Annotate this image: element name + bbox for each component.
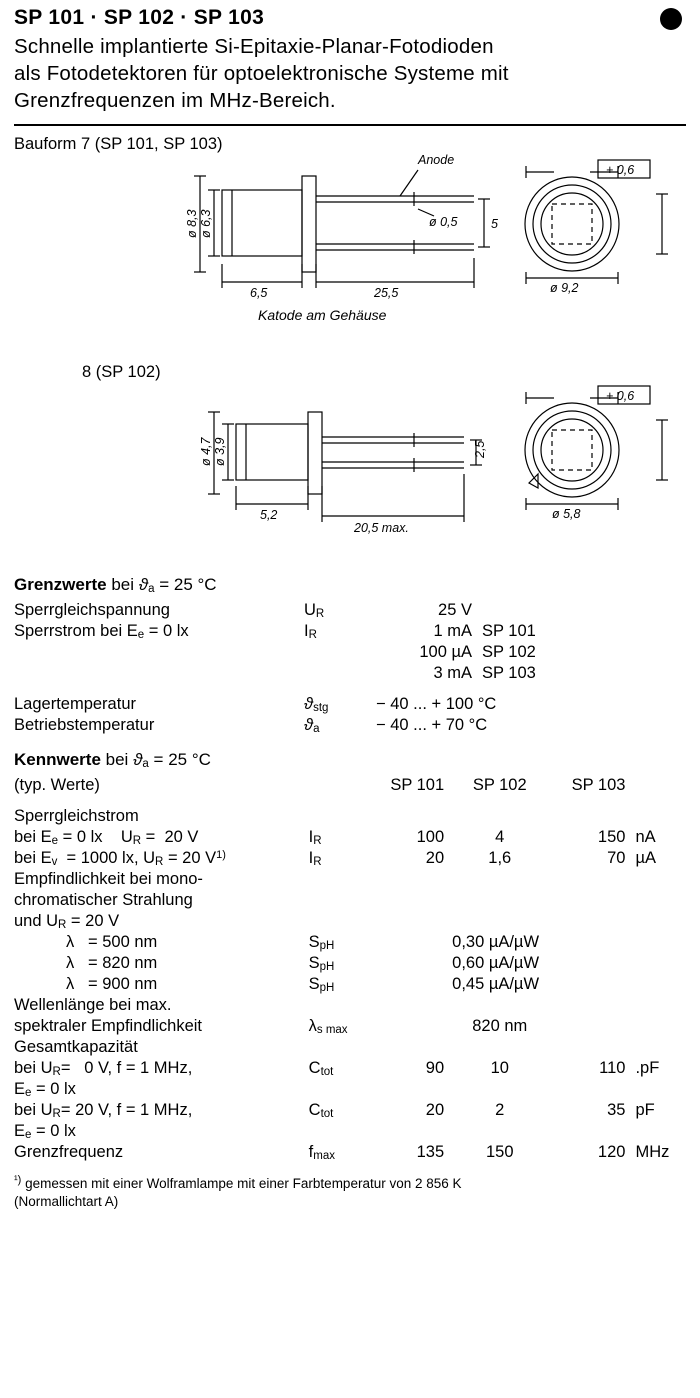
table-row	[14, 827, 686, 848]
table-row	[14, 1142, 686, 1163]
characteristics-header-row	[14, 775, 686, 796]
row-unit-grenzfrequenz: MHz	[635, 1143, 670, 1162]
table-row	[14, 953, 686, 974]
characteristics-heading: Kennwerte bei ϑa = 25 °C	[14, 750, 211, 771]
limits-table	[14, 600, 536, 736]
table-row	[14, 974, 686, 995]
row-v1-ctot-20v: 20	[425, 1101, 445, 1120]
limits-heading-bold: Grenzwerte	[14, 575, 107, 595]
spacer	[14, 796, 686, 806]
table-row	[14, 1100, 686, 1121]
row-unit-1: µA	[635, 849, 656, 868]
dim2-lead-length: 20,5 max.	[354, 521, 409, 536]
table-row	[14, 1016, 686, 1037]
row-symbol-grenzfrequenz: fmax	[308, 1143, 335, 1163]
limits-tail-3: SP 103	[482, 664, 536, 683]
anode-label: Anode	[418, 154, 455, 168]
limits-symbol-4: ϑstg	[304, 695, 329, 715]
group-title-empfindlichkeit-2: chromatischer Strahlung	[14, 891, 193, 910]
row-v2-lambda-900: 0,45 µA/µW	[452, 975, 540, 994]
row-unit-ctot-0v: .pF	[635, 1059, 660, 1078]
dim-lead-length: 25,5	[374, 286, 399, 301]
group-title-wellenlaenge-2: spektraler Empfindlichkeit	[14, 1017, 202, 1036]
group-title-gesamtkapazitaet: Gesamtkapazität	[14, 1038, 138, 1057]
table-row	[14, 663, 536, 684]
limits-tail-1: SP 101	[482, 622, 536, 641]
table-row	[14, 932, 686, 953]
row-symbol-lambda-900: SpH	[308, 975, 335, 995]
limits-symbol-1: IR	[304, 622, 317, 642]
table-row	[14, 1079, 686, 1100]
group-title-empfindlichkeit-1: Empfindlichkeit bei mono-	[14, 870, 203, 889]
drawing-1-caption: Bauform 7 (SP 101, SP 103)	[14, 135, 223, 154]
limits-label-5: Betriebstemperatur	[14, 716, 155, 735]
row-v2-1: 1,6	[488, 849, 512, 868]
row-label-ee-0lx-a: Ee = 0 lx	[14, 1080, 76, 1100]
limits-label-0: Sperrgleichspannung	[14, 601, 170, 620]
footnote-mark: ¹)	[14, 1174, 22, 1187]
header-subtitle	[14, 33, 686, 114]
drawing-2-caption: 8 (SP 102)	[82, 363, 161, 382]
row-label-ee-0lx-b: Ee = 0 lx	[14, 1122, 76, 1142]
table-row	[14, 995, 686, 1016]
limits-tail-2: SP 102	[482, 643, 536, 662]
dim-footprint-diameter: ø 9,2	[550, 281, 579, 296]
limits-symbol-5: ϑa	[304, 716, 320, 736]
row-v3-ctot-0v: 110	[599, 1059, 626, 1078]
dim-body-length: 6,5	[250, 286, 268, 301]
dim-tolerance: + 0,6	[606, 163, 635, 178]
table-row	[14, 694, 536, 715]
drawing-1	[14, 154, 686, 354]
characteristics-heading-bold: Kennwerte	[14, 750, 101, 770]
limits-label-4: Lagertemperatur	[14, 695, 136, 714]
footnote-line-2: (Normallichtart A)	[14, 1193, 119, 1209]
cathode-note: Katode am Gehäuse	[258, 307, 387, 324]
row-v2-0: 4	[495, 828, 505, 847]
row-symbol-0: IR	[308, 828, 322, 848]
typ-note: (typ. Werte)	[14, 776, 100, 795]
row-v3-ctot-20v: 35	[607, 1101, 626, 1120]
table-row	[14, 911, 686, 932]
row-label-ctot-0v: bei UR= 0 V, f = 1 MHz,	[14, 1059, 193, 1079]
table-row	[14, 1121, 686, 1142]
limits-label-1: Sperrstrom bei Ee = 0 lx	[14, 622, 189, 642]
row-unit-ctot-20v: pF	[635, 1101, 655, 1120]
column-header-sp102: SP 102	[472, 776, 527, 795]
limits-value-3: 3 mA	[433, 664, 472, 683]
row-v2-ctot-20v: 2	[495, 1101, 505, 1120]
row-symbol-lambda-820: SpH	[308, 954, 335, 974]
row-v3-0: 150	[597, 828, 626, 847]
limits-tail-0	[482, 600, 536, 621]
table-row	[14, 848, 686, 869]
row-symbol-lambda-500: SpH	[308, 933, 335, 953]
row-label-lambda-820: λ = 820 nm	[66, 954, 158, 973]
limits-value-0: 25 V	[438, 601, 472, 620]
dim2-tolerance: + 0,6	[606, 389, 635, 404]
column-header-sp103: SP 103	[571, 776, 626, 795]
page-title: SP 101 · SP 102 · SP 103	[14, 6, 265, 29]
dim-lead-diameter: ø 0,5	[429, 215, 458, 230]
filled-circle-icon	[660, 8, 682, 30]
drawing-2-svg	[14, 382, 686, 567]
dim2-lead-pitch: 2,5	[473, 440, 487, 459]
row-v2-lambda-smax: 820 nm	[472, 1017, 528, 1036]
drawing-2	[14, 382, 686, 567]
row-symbol-ctot-20v: Ctot	[308, 1101, 334, 1121]
row-label-grenzfrequenz: Grenzfrequenz	[14, 1143, 124, 1162]
group-title-empfindlichkeit-3: und UR = 20 V	[14, 912, 120, 932]
limits-heading	[14, 575, 686, 595]
row-v1-1: 20	[425, 849, 445, 868]
row-v1-ctot-0v: 90	[425, 1059, 445, 1078]
table-row	[14, 869, 686, 890]
row-v3-grenzfrequenz: 120	[597, 1143, 626, 1162]
dim-inner-diameter: ø 6,3	[199, 209, 213, 239]
header	[14, 6, 686, 30]
characteristics-table	[14, 775, 686, 1163]
table-row	[14, 806, 686, 827]
footnote	[14, 1173, 686, 1210]
dim2-footprint-diameter: ø 5,8	[552, 507, 581, 522]
dim-outer-diameter: ø 8,3	[185, 209, 199, 239]
row-v1-grenzfrequenz: 135	[416, 1143, 445, 1162]
row-symbol-ctot-0v: Ctot	[308, 1059, 334, 1079]
row-label-lambda-500: λ = 500 nm	[66, 933, 158, 952]
row-v3-1: 70	[607, 849, 626, 868]
limits-value-1: 1 mA	[433, 622, 472, 641]
table-row	[14, 642, 536, 663]
row-symbol-lambda-smax: λs max	[308, 1017, 348, 1037]
row-v2-lambda-500: 0,30 µA/µW	[452, 933, 540, 952]
header-divider	[14, 124, 686, 126]
table-row	[14, 621, 536, 642]
spacer	[14, 684, 536, 694]
row-v2-ctot-0v: 10	[490, 1059, 509, 1078]
dim2-body-length: 5,2	[260, 508, 278, 523]
table-row	[14, 1037, 686, 1058]
table-row	[14, 715, 536, 736]
limits-heading-rest: bei ϑa = 25 °C	[106, 575, 217, 596]
limits-symbol-0: UR	[304, 601, 325, 621]
row-label-lambda-900: λ = 900 nm	[66, 975, 158, 994]
row-symbol-1: IR	[308, 849, 322, 869]
subtitle-line-3: Grenzfrequenzen im MHz-Bereich.	[14, 89, 336, 113]
row-label-ctot-20v: bei UR= 20 V, f = 1 MHz,	[14, 1101, 193, 1121]
dim2-outer-diameter: ø 4,7	[199, 437, 213, 467]
row-label-0: bei Ee = 0 lx UR = 20 V	[14, 828, 199, 848]
subtitle-line-1: Schnelle implantierte Si-Epitaxie-Planar-Fotodioden	[14, 35, 494, 58]
row-v1-0: 100	[416, 828, 445, 847]
limits-value-4: − 40 ... + 100 °C	[376, 695, 497, 714]
limits-value-2: 100 µA	[419, 643, 472, 662]
table-row	[14, 1058, 686, 1079]
row-v2-lambda-820: 0,60 µA/µW	[452, 954, 540, 973]
limits-value-5: − 40 ... + 70 °C	[376, 716, 488, 735]
group-title-wellenlaenge-1: Wellenlänge bei max.	[14, 996, 172, 1015]
row-label-1: bei Ev = 1000 lx, UR = 20 $V^{1)}$	[14, 849, 226, 869]
dim2-inner-diameter: ø 3,9	[213, 437, 227, 467]
dim-lead-pitch: 5	[491, 217, 498, 232]
row-v2-grenzfrequenz: 150	[485, 1143, 514, 1162]
group-title-sperrgleichstrom: Sperrgleichstrom	[14, 807, 139, 826]
column-header-sp101: SP 101	[390, 776, 445, 795]
table-row	[14, 890, 686, 911]
row-unit-0: nA	[635, 828, 656, 847]
subtitle-line-2: als Fotodetektoren für optoelektronische Systeme mit	[14, 62, 509, 86]
table-row	[14, 600, 536, 621]
footnote-line-1: gemessen mit einer Wolframlampe mit einer Farbtemperatur von 2 856 K	[21, 1176, 462, 1192]
drawing-1-svg	[14, 154, 686, 354]
